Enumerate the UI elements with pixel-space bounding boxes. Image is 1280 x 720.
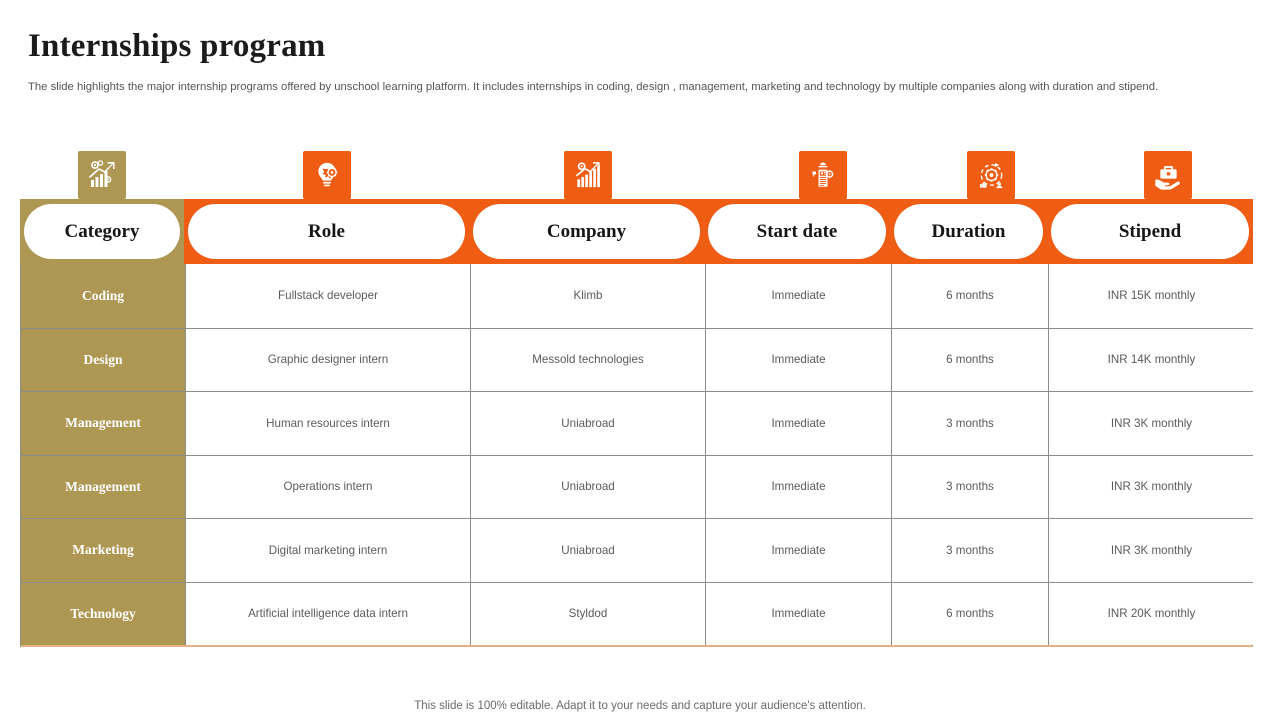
table-row bbox=[21, 264, 1252, 328]
cell-start-date: Immediate bbox=[705, 264, 891, 328]
cell-category: Management bbox=[21, 456, 185, 519]
page-subtitle: The slide highlights the major internship programs offered by unschool learning platform. It includes internships in coding, design , management, marketing and technology by multiple companies along with duration and stipend. bbox=[28, 81, 1159, 93]
cell-company: Messold technologies bbox=[470, 329, 705, 392]
bar-chart-arrow-icon bbox=[564, 151, 612, 199]
table-row bbox=[21, 391, 1252, 455]
cell-start-date: Immediate bbox=[705, 329, 891, 392]
cell-stipend: INR 3K monthly bbox=[1048, 519, 1254, 582]
table-header-cell-start-date bbox=[704, 199, 890, 264]
table-header-cell-role bbox=[184, 199, 469, 264]
cell-category: Coding bbox=[21, 264, 185, 328]
cell-start-date: Immediate bbox=[705, 583, 891, 646]
table-header-label-category: Category bbox=[24, 204, 180, 259]
cell-stipend: INR 3K monthly bbox=[1048, 392, 1254, 455]
internships-table bbox=[20, 199, 1253, 647]
table-header-row bbox=[20, 199, 1253, 264]
cell-start-date: Immediate bbox=[705, 456, 891, 519]
table-header-label-stipend: Stipend bbox=[1051, 204, 1249, 259]
table-row bbox=[21, 582, 1252, 646]
page-title: Internships program bbox=[28, 28, 326, 64]
table-row bbox=[21, 455, 1252, 519]
table-header-cell-stipend bbox=[1047, 199, 1253, 264]
footer-note: This slide is 100% editable. Adapt it to your needs and capture your audience's attention. bbox=[414, 700, 866, 712]
checklist-document-icon bbox=[799, 151, 847, 199]
growth-chart-gears-icon bbox=[78, 151, 126, 199]
table-header-label-role: Role bbox=[188, 204, 465, 259]
cell-stipend: INR 14K monthly bbox=[1048, 329, 1254, 392]
gear-network-icon bbox=[967, 151, 1015, 199]
table-header-cell-company bbox=[469, 199, 704, 264]
cell-role: Operations intern bbox=[185, 456, 470, 519]
cell-role: Artificial intelligence data intern bbox=[185, 583, 470, 646]
cell-company: Uniabroad bbox=[470, 392, 705, 455]
cell-role: Digital marketing intern bbox=[185, 519, 470, 582]
cell-company: Uniabroad bbox=[470, 456, 705, 519]
cell-company: Uniabroad bbox=[470, 519, 705, 582]
cell-category: Technology bbox=[21, 583, 185, 646]
table-row bbox=[21, 518, 1252, 582]
cell-role: Fullstack developer bbox=[185, 264, 470, 328]
cell-duration: 6 months bbox=[891, 264, 1048, 328]
cell-start-date: Immediate bbox=[705, 519, 891, 582]
hand-briefcase-icon bbox=[1144, 151, 1192, 199]
cell-duration: 3 months bbox=[891, 519, 1048, 582]
cell-stipend: INR 3K monthly bbox=[1048, 456, 1254, 519]
table-body bbox=[20, 264, 1253, 647]
table-header-cell-category bbox=[20, 199, 184, 264]
cell-company: Styldod bbox=[470, 583, 705, 646]
table-header-label-start-date: Start date bbox=[708, 204, 886, 259]
table-header-label-company: Company bbox=[473, 204, 700, 259]
table-header-label-duration: Duration bbox=[894, 204, 1043, 259]
table-header-cell-duration bbox=[890, 199, 1047, 264]
cell-start-date: Immediate bbox=[705, 392, 891, 455]
cell-duration: 6 months bbox=[891, 583, 1048, 646]
lightbulb-gear-icon bbox=[303, 151, 351, 199]
cell-category: Design bbox=[21, 329, 185, 392]
cell-role: Graphic designer intern bbox=[185, 329, 470, 392]
cell-category: Management bbox=[21, 392, 185, 455]
cell-stipend: INR 20K monthly bbox=[1048, 583, 1254, 646]
cell-duration: 3 months bbox=[891, 392, 1048, 455]
table-row bbox=[21, 328, 1252, 392]
cell-role: Human resources intern bbox=[185, 392, 470, 455]
cell-category: Marketing bbox=[21, 519, 185, 582]
cell-stipend: INR 15K monthly bbox=[1048, 264, 1254, 328]
cell-duration: 6 months bbox=[891, 329, 1048, 392]
column-icon-strip bbox=[20, 151, 1253, 201]
cell-company: Klimb bbox=[470, 264, 705, 328]
cell-duration: 3 months bbox=[891, 456, 1048, 519]
